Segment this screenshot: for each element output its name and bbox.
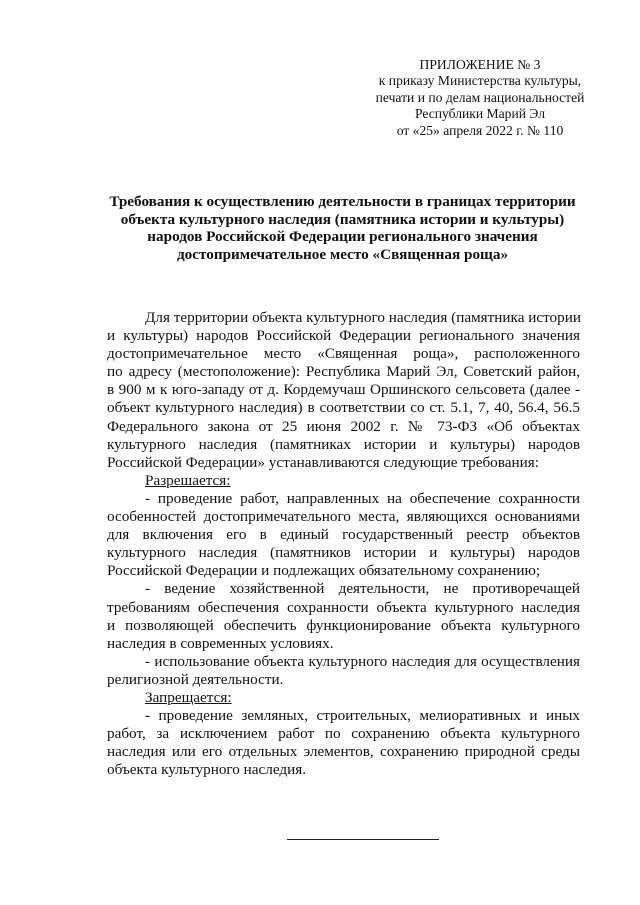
text-line: работ, за исключением работ по сохранению объекта культурного: [107, 725, 580, 743]
text-line: наследия или его отдельных элементов, сохранению природной среды: [107, 743, 580, 761]
text-line: культурного наследия (памятниках истории и культуры) народов: [107, 435, 580, 453]
text-line: достопримечательное место «Священная роща», расположенного: [107, 345, 580, 363]
appendix-order-ref: к приказу Министерства культуры,: [378, 73, 582, 89]
text-line: Российской Федерации и подлежащих обязательному сохранению;: [107, 562, 541, 580]
text-line: Для территории объекта культурного наследия (памятника истории: [145, 309, 581, 326]
text-line: требованиям обеспечения сохранности объекта культурного наследия: [107, 598, 580, 616]
allowed-heading: Разрешается:: [145, 471, 231, 489]
allowed-item-2: [107, 580, 580, 652]
appendix-header: [355, 57, 605, 139]
text-line: объект культурного наследия) в соответствии со ст. 5.1, 7, 40, 56.4, 56.5: [107, 399, 580, 417]
document-title: [90, 193, 595, 263]
title-line: достопримечательное место «Священная роща»: [176, 245, 509, 263]
text-line: в 900 м к юго-западу от д. Кордемучаш Оршинского сельсовета (далее -: [107, 381, 580, 399]
title-line: народов Российской Федерации регионального значения: [147, 228, 538, 246]
text-line: объекта культурного наследия.: [107, 761, 307, 779]
text-line: по адресу (местоположение): Республика Марий Эл, Советский район,: [107, 363, 580, 381]
allowed-item-3: [107, 653, 580, 689]
text-line: особенностей достопримечательного места, являющихся основаниями: [107, 508, 580, 526]
text-line: культурного наследия (памятников истории и культуры) народов: [107, 544, 580, 562]
forbidden-item-1: [107, 707, 580, 779]
appendix-number: ПРИЛОЖЕНИЕ № 3: [419, 57, 541, 72]
appendix-republic: Республики Марий Эл: [414, 106, 546, 122]
appendix-ministry: печати и по делам национальностей: [375, 89, 585, 105]
end-separator-line: [287, 839, 439, 840]
text-line: - использование объекта культурного наследия для осуществления: [145, 652, 580, 670]
title-line: Требования к осуществлению деятельности в границах территории: [109, 193, 576, 210]
intro-paragraph: [107, 309, 580, 472]
forbidden-heading: Запрещается:: [145, 688, 232, 706]
text-line: Федерального закона от 25 июня 2002 г. № 73-ФЗ «Об объектах: [107, 417, 580, 435]
text-line: и позволяющей обеспечить функционирование объекта культурного: [107, 616, 580, 634]
text-line: Российской Федерации» устанавливаются следующие требования:: [107, 453, 539, 471]
appendix-date: от «25» апреля 2022 г. № 110: [396, 122, 564, 138]
text-line: и культуры) народов Российской Федерации регионального значения: [107, 327, 580, 345]
text-line: для включения его в единый государственный реестр объектов: [107, 526, 580, 544]
text-line: - проведение работ, направленных на обеспечение сохранности: [145, 489, 580, 507]
text-line: наследия в современных условиях.: [107, 634, 334, 652]
text-line: - проведение земляных, строительных, мелиоративных и иных: [145, 707, 580, 725]
allowed-item-1: [107, 490, 580, 580]
text-line: - ведение хозяйственной деятельности, не противоречащей: [145, 580, 580, 598]
text-line: религиозной деятельности.: [107, 670, 284, 688]
document-body: [107, 309, 580, 779]
title-line: объекта культурного наследия (памятника истории и культуры): [120, 210, 565, 228]
